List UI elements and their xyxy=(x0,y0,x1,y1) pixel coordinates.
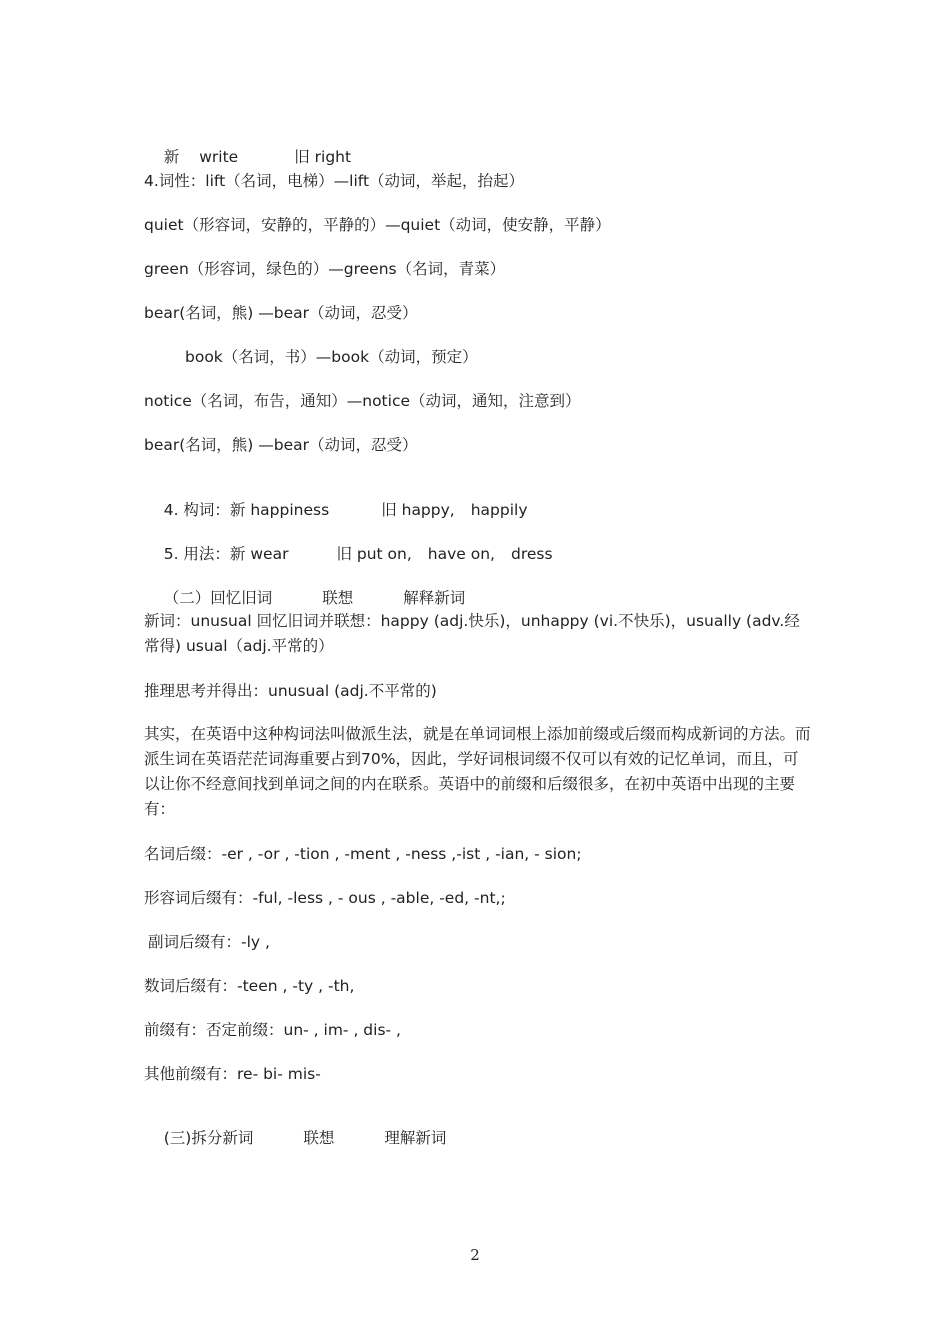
line-part-of-speech: 4.词性：lift（名词，电梯）—lift（动词，举起，抬起） xyxy=(144,172,525,190)
line-noun-suffix: 名词后缀：-er , -or , -tion , -ment , -ness ,-ist , -ian, - sion; xyxy=(144,845,582,863)
line-bear: bear(名词，熊) —bear（动词，忍受） xyxy=(144,304,418,322)
section-heading-two: （二）回忆旧词 联想 解释新词 xyxy=(163,589,466,607)
line-notice: notice（名词，布告，通知）—notice（动词，通知，注意到） xyxy=(144,392,581,410)
line-negative-prefix: 前缀有：否定前缀：un- , im- , dis- , xyxy=(144,1021,401,1039)
paragraph-derivation: 其实，在英语中这种构词法叫做派生法，就是在单词词根上添加前缀或后缀而构成新词的方法。而派生词在英语茫茫词海重要占到70%，因此，学好词根词缀不仅可以有效的记忆单词，而且，可以让你不经意间找到单词之间的内在联系。英语中的前缀和后缀很多，在初中英语中出现的主要有： xyxy=(144,725,811,818)
new-label: 新 xyxy=(163,148,180,166)
page-number: 2 xyxy=(470,1246,480,1264)
line-word-formation: 4. 构词：新 happiness 旧 happy, happily xyxy=(163,501,528,519)
line-quiet: quiet（形容词，安静的，平静的）—quiet（动词，使安静，平静） xyxy=(144,216,611,234)
new-word: write xyxy=(199,148,239,166)
line-other-prefix: 其他前缀有：re- bi- mis- xyxy=(144,1065,321,1083)
line-adverb-suffix: 副词后缀有：-ly , xyxy=(148,933,270,951)
line-adjective-suffix: 形容词后缀有：-ful, -less , - ous , -able, -ed, -nt,; xyxy=(144,889,506,907)
line-numeral-suffix: 数词后缀有：-teen , -ty , -th, xyxy=(144,977,355,995)
paragraph-unusual: 新词：unusual 回忆旧词并联想：happy (adj.快乐)，unhappy (vi.不快乐)，usually (adv.经常得) usual（adj.平常的） xyxy=(144,612,800,655)
line-inference: 推理思考并得出：unusual (adj.不平常的) xyxy=(144,682,437,700)
line-green: green（形容词，绿色的）—greens（名词，青菜） xyxy=(144,260,506,278)
line-book: book（名词，书）—book（动词，预定） xyxy=(185,348,478,366)
section-heading-three: (三)拆分新词 联想 理解新词 xyxy=(163,1129,447,1147)
old-word: 旧 right xyxy=(294,148,352,166)
line-usage: 5. 用法：新 wear 旧 put on, have on, dress xyxy=(163,545,553,563)
line-bear-repeat: bear(名词，熊) —bear（动词，忍受） xyxy=(144,436,418,454)
